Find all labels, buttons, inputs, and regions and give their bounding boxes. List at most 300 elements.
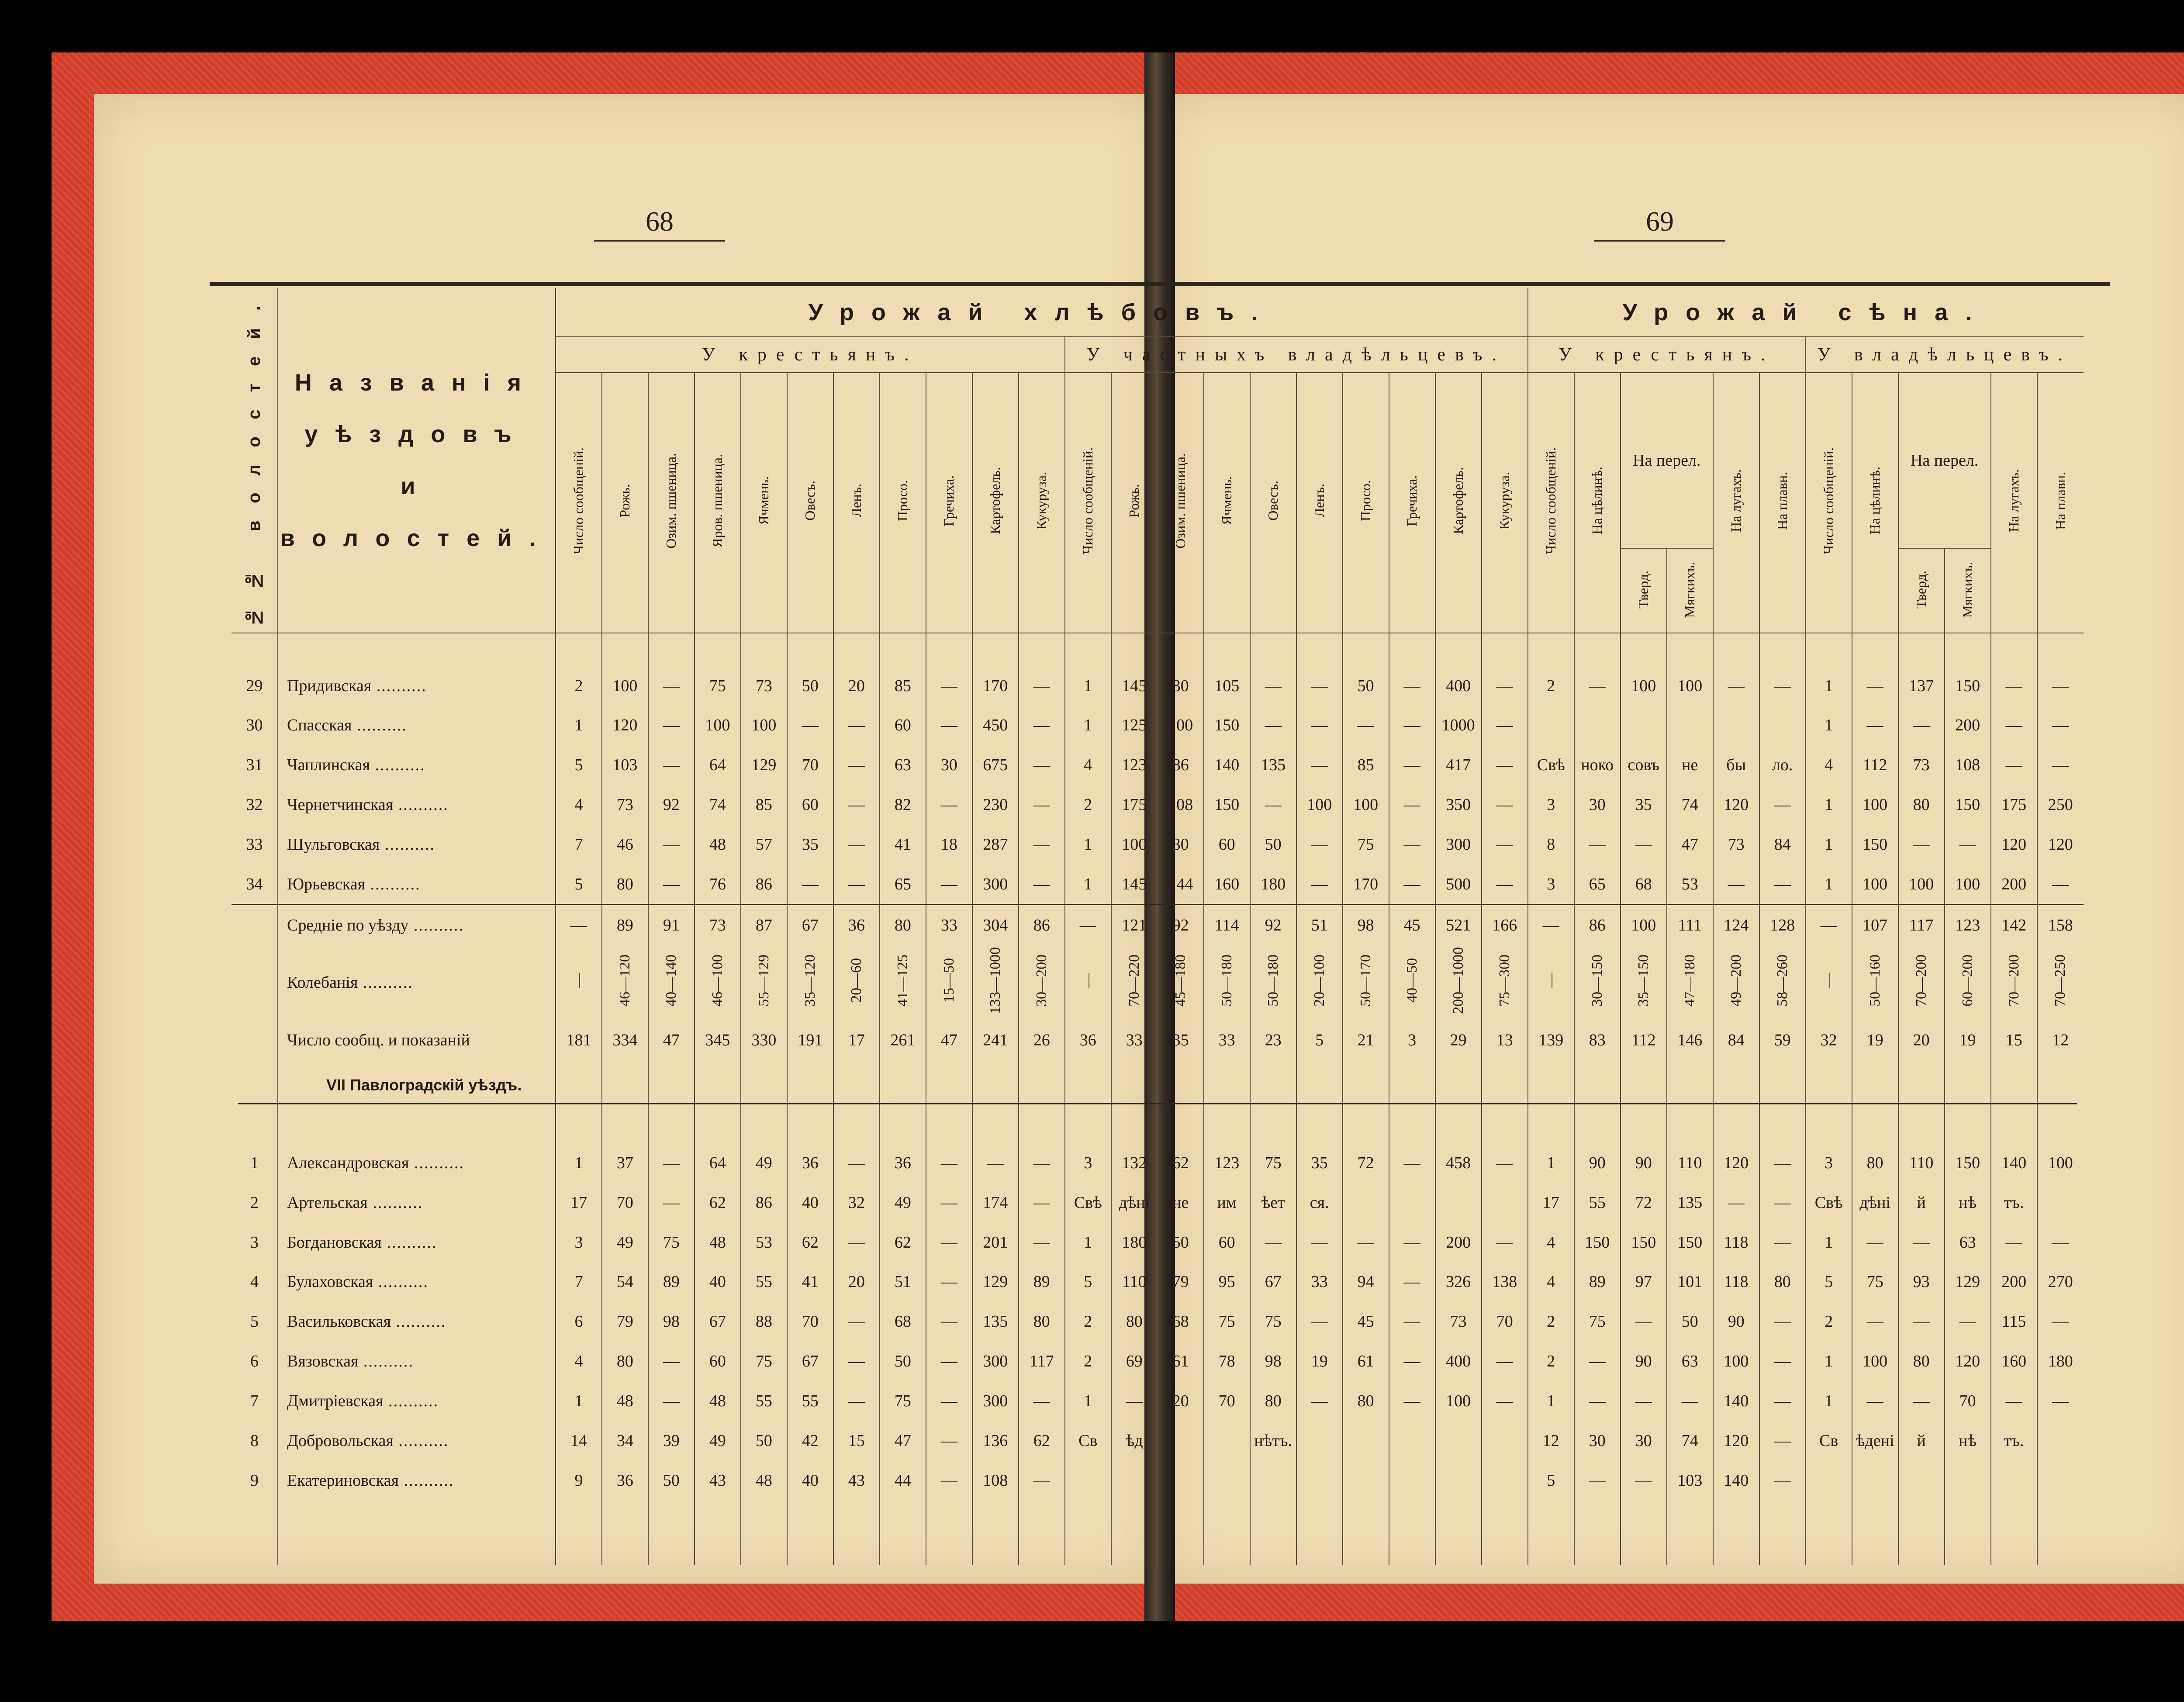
table-cell: 70 xyxy=(1204,1381,1250,1421)
table-cell: — xyxy=(833,785,880,825)
table-cell: 75 xyxy=(1574,1302,1621,1342)
table-cell: 63 xyxy=(880,745,926,785)
table-row xyxy=(232,1143,2084,1183)
table-cell: 145 xyxy=(1111,864,1158,904)
table-cell: 85 xyxy=(741,785,787,825)
table-cell: 32 xyxy=(833,1183,880,1222)
volost-name: Юрьевская .......... xyxy=(278,864,556,904)
row-number: 2 xyxy=(250,1193,259,1212)
range-value: 50—180 xyxy=(1218,954,1235,1007)
table-cell: 89 xyxy=(1574,1262,1621,1302)
table-cell: 90 xyxy=(1713,1302,1759,1342)
table-cell: 62 xyxy=(1158,1143,1204,1183)
row-number: 8 xyxy=(250,1431,259,1450)
table-cell: — xyxy=(1019,666,1065,706)
table-cell: — xyxy=(2037,706,2084,745)
col-og-barley: Ячмень. xyxy=(1204,373,1250,633)
peasants-grain-header: У крестьянъ. xyxy=(556,337,1065,373)
table-cell xyxy=(880,945,926,1020)
table-cell: — xyxy=(1389,1342,1435,1381)
table-cell: ѣет xyxy=(1250,1183,1296,1222)
table-cell: — xyxy=(1898,1381,1945,1421)
table-cell: 174 xyxy=(972,1183,1019,1222)
table-cell: 100 xyxy=(1852,1342,1898,1381)
col-og-oats: Овесъ. xyxy=(1250,373,1296,633)
table-cell xyxy=(1806,945,1852,1020)
volost-name: Артельская .......... xyxy=(278,1183,556,1222)
table-cell: 80 xyxy=(1019,1302,1065,1342)
table-cell: 80 xyxy=(602,864,648,904)
table-cell: — xyxy=(1389,745,1435,785)
table-cell: 160 xyxy=(1991,1342,2037,1381)
table-cell: 72 xyxy=(1621,1183,1667,1222)
table-cell: 70 xyxy=(787,1302,833,1342)
col-og-millet: Просо. xyxy=(1343,373,1389,633)
table-cell: 86 xyxy=(741,864,787,904)
table-cell xyxy=(1296,1460,1343,1500)
table-cell: 123 xyxy=(1111,745,1158,785)
table-cell: 91 xyxy=(648,905,695,945)
table-cell: 47 xyxy=(926,1020,972,1060)
table-cell: 118 xyxy=(1713,1262,1759,1302)
table-cell: — xyxy=(833,1342,880,1381)
table-cell: 20 xyxy=(833,1262,880,1302)
table-cell: 17 xyxy=(556,1183,602,1222)
table-cell: 29 xyxy=(1435,1020,1482,1060)
table-cell: 142 xyxy=(1991,905,2037,945)
range-value: 49—200 xyxy=(1728,954,1744,1007)
table-cell xyxy=(1482,1421,1528,1460)
col-og-potato: Картофель. xyxy=(1435,373,1482,633)
table-cell: 60 xyxy=(1204,825,1250,865)
table-cell: 80 xyxy=(1759,1262,1806,1302)
table-cell: — xyxy=(1759,1460,1806,1500)
table-cell: — xyxy=(1991,1381,2037,1421)
table-cell: — xyxy=(556,905,602,945)
table-cell xyxy=(1389,945,1435,1020)
table-cell: — xyxy=(926,1143,972,1183)
table-cell: 67 xyxy=(787,1342,833,1381)
col-og-corn: Кукуруза. xyxy=(1482,373,1528,633)
table-cell: 170 xyxy=(1343,864,1389,904)
table-cell: 304 xyxy=(972,905,1019,945)
row-label: Чаплинская xyxy=(287,756,370,775)
section-rule xyxy=(238,1103,2077,1104)
table-cell: 118 xyxy=(1713,1222,1759,1262)
col-pg-winter-wheat: Озим. пшеница. xyxy=(648,373,695,633)
table-cell: 150 xyxy=(1667,1222,1713,1262)
table-cell: 181 xyxy=(556,1020,602,1060)
range-value: — xyxy=(1542,973,1559,988)
row-label: Богдановская xyxy=(287,1233,382,1252)
table-cell: — xyxy=(1621,1460,1667,1500)
table-cell: 117 xyxy=(1019,1342,1065,1381)
table-cell: 4 xyxy=(1806,745,1852,785)
table-cell xyxy=(1389,1460,1435,1500)
table-cell: 15 xyxy=(1991,1020,2037,1060)
range-value: 45—180 xyxy=(1172,954,1189,1007)
table-cell: 100 xyxy=(1435,1381,1482,1421)
table-cell: 36 xyxy=(602,1460,648,1500)
table-cell: 94 xyxy=(1343,1262,1389,1302)
table-cell: — xyxy=(1898,1222,1945,1262)
row-label: Булаховская xyxy=(287,1273,373,1291)
table-cell: 98 xyxy=(1343,905,1389,945)
table-row xyxy=(232,785,2084,825)
table-cell: 8 xyxy=(1528,825,1574,865)
table-cell: — xyxy=(648,706,695,745)
hay-harvest-title: Урожай сѣна. xyxy=(1528,288,2084,337)
table-cell: — xyxy=(926,1342,972,1381)
table-cell: 7 xyxy=(556,1262,602,1302)
table-cell: — xyxy=(1621,1381,1667,1421)
table-cell: 63 xyxy=(1667,1342,1713,1381)
table-cell: 79 xyxy=(1158,1262,1204,1302)
table-cell: 123 xyxy=(1204,1143,1250,1183)
volost-name: Добровольская .......... xyxy=(278,1421,556,1460)
table-cell: 110 xyxy=(1111,1262,1158,1302)
table-cell: нѣ xyxy=(1945,1421,1991,1460)
table-cell: — xyxy=(926,1460,972,1500)
table-cell: — xyxy=(1250,666,1296,706)
table-cell xyxy=(1343,1183,1389,1222)
table-cell: — xyxy=(1296,745,1343,785)
table-cell: 300 xyxy=(972,864,1019,904)
col-header-number: №№ волостей. xyxy=(232,288,278,633)
table-cell: — xyxy=(648,1342,695,1381)
table-cell: 150 xyxy=(1852,825,1898,865)
table-cell: 100 xyxy=(2037,1143,2084,1183)
table-cell: 70 xyxy=(1945,1381,1991,1421)
table-cell: 30 xyxy=(926,745,972,785)
table-cell: им xyxy=(1204,1183,1250,1222)
table-cell: — xyxy=(1296,825,1343,865)
range-value: 20—100 xyxy=(1311,954,1327,1007)
row-number: 4 xyxy=(250,1273,259,1291)
range-value: 47—180 xyxy=(1681,954,1698,1007)
col-pg-reports: Число сообщеній. xyxy=(556,373,602,633)
table-cell: 150 xyxy=(1945,785,1991,825)
table-cell: — xyxy=(1759,666,1806,706)
table-cell: 180 xyxy=(2037,1342,2084,1381)
table-cell: 79 xyxy=(602,1302,648,1342)
table-cell xyxy=(1204,945,1250,1020)
table-cell: — xyxy=(2037,666,2084,706)
table-cell: — xyxy=(1806,905,1852,945)
table-cell: 64 xyxy=(695,1143,741,1183)
table-cell: 86 xyxy=(1019,905,1065,945)
table-cell: 49 xyxy=(602,1222,648,1262)
table-cell: — xyxy=(1574,1460,1621,1500)
range-value: 70—220 xyxy=(1126,954,1142,1007)
range-value: 50—170 xyxy=(1357,954,1374,1007)
range-value: 41—125 xyxy=(894,954,911,1007)
table-cell: — xyxy=(1759,864,1806,904)
table-cell xyxy=(1852,945,1898,1020)
table-cell: — xyxy=(1759,1421,1806,1460)
table-cell: 241 xyxy=(972,1020,1019,1060)
table-cell: — xyxy=(1991,745,2037,785)
table-row xyxy=(232,1222,2084,1262)
table-cell: 150 xyxy=(1204,706,1250,745)
table-cell: 100 xyxy=(1111,825,1158,865)
table-cell xyxy=(787,945,833,1020)
table-cell: 3 xyxy=(1806,1143,1852,1183)
table-cell: 73 xyxy=(1713,825,1759,865)
table-row xyxy=(232,1342,2084,1381)
row-label: Придивская xyxy=(287,676,372,695)
table-cell: — xyxy=(926,706,972,745)
table-cell: — xyxy=(1574,666,1621,706)
range-value: 200—1000 xyxy=(1450,947,1466,1014)
table-cell: ло. xyxy=(1759,745,1806,785)
volost-name: Придивская .......... xyxy=(278,666,556,706)
table-cell: 1 xyxy=(1065,864,1111,904)
row-label: Юрьевская xyxy=(287,875,366,893)
table-row xyxy=(232,1460,2084,1500)
table-cell: 90 xyxy=(1574,1143,1621,1183)
count-row xyxy=(232,1020,2084,1060)
table-cell: — xyxy=(1019,1381,1065,1421)
table-cell: 4 xyxy=(1528,1222,1574,1262)
col-pg-spring-wheat: Яров. пшеница. xyxy=(695,373,741,633)
table-cell: 36 xyxy=(787,1143,833,1183)
table-cell: 59 xyxy=(1759,1020,1806,1060)
col-og-rye: Рожь. xyxy=(1111,373,1158,633)
table-cell xyxy=(1343,945,1389,1020)
table-cell: — xyxy=(1621,1302,1667,1342)
table-cell: 68 xyxy=(880,1302,926,1342)
table-cell: 61 xyxy=(1343,1342,1389,1381)
col-ph-reports: Число сообщеній. xyxy=(1528,373,1574,633)
table-cell xyxy=(1435,945,1482,1020)
table-cell: 105 xyxy=(1204,666,1250,706)
table-cell: 49 xyxy=(695,1421,741,1460)
table-cell: 53 xyxy=(1667,864,1713,904)
table-cell: — xyxy=(648,825,695,865)
table-cell: — xyxy=(2037,864,2084,904)
volost-name: Васильковская .......... xyxy=(278,1302,556,1342)
table-cell: 14 xyxy=(556,1421,602,1460)
col-ph-virgin: На цѣлинѣ. xyxy=(1574,373,1621,633)
table-cell xyxy=(1250,945,1296,1020)
table-cell: 51 xyxy=(880,1262,926,1302)
range-label: Колебанія .......... xyxy=(278,945,556,1020)
table-cell: 75 xyxy=(1250,1143,1296,1183)
table-cell: — xyxy=(648,1183,695,1222)
table-cell: 100 xyxy=(1343,785,1389,825)
table-cell: 20 xyxy=(1898,1020,1945,1060)
row-label: Вязовская xyxy=(287,1352,359,1371)
range-value: 35—150 xyxy=(1635,954,1652,1007)
table-cell: 26 xyxy=(1019,1020,1065,1060)
table-cell: — xyxy=(648,1381,695,1421)
table-cell xyxy=(2037,945,2084,1020)
table-cell: 1 xyxy=(556,1143,602,1183)
table-cell: 20 xyxy=(833,666,880,706)
owners-grain-header: У частныхъ владѣльцевъ. xyxy=(1065,337,1528,373)
row-number: 29 xyxy=(246,676,263,695)
table-cell xyxy=(1204,1421,1250,1460)
table-cell: 129 xyxy=(972,1262,1019,1302)
table-cell: 89 xyxy=(1019,1262,1065,1302)
table-cell: 75 xyxy=(1343,825,1389,865)
table-cell: 500 xyxy=(1435,864,1482,904)
table-cell: 70 xyxy=(1482,1302,1528,1342)
table-cell xyxy=(1435,1421,1482,1460)
table-cell: — xyxy=(926,864,972,904)
table-cell: 97 xyxy=(1621,1262,1667,1302)
range-value: 70—200 xyxy=(2005,954,2022,1007)
table-cell: 100 xyxy=(1852,785,1898,825)
table-cell xyxy=(695,945,741,1020)
table-cell: 136 xyxy=(972,1421,1019,1460)
range-value: 40—140 xyxy=(663,954,679,1007)
table-cell: ѣд xyxy=(1111,1421,1158,1460)
table-cell: 50 xyxy=(741,1421,787,1460)
row-number xyxy=(232,1020,278,1060)
table-cell: — xyxy=(1250,1222,1296,1262)
table-cell xyxy=(1898,945,1945,1020)
table-cell: 330 xyxy=(741,1020,787,1060)
table-cell: 80 xyxy=(1852,1143,1898,1183)
table-cell xyxy=(1759,945,1806,1020)
table-cell: ѣдені xyxy=(1852,1421,1898,1460)
table-cell: — xyxy=(926,785,972,825)
table-cell: 132 xyxy=(1111,1143,1158,1183)
table-cell xyxy=(1389,1421,1435,1460)
table-cell: 63 xyxy=(1945,1222,1991,1262)
table-cell: 128 xyxy=(1759,905,1806,945)
row-label: Александровская xyxy=(287,1153,409,1172)
table-cell: 124 xyxy=(1713,905,1759,945)
table-cell: 60 xyxy=(880,706,926,745)
table-cell: 17 xyxy=(1528,1183,1574,1222)
table-cell: — xyxy=(1574,825,1621,865)
table-cell: 3 xyxy=(1528,864,1574,904)
table-cell: — xyxy=(1019,1460,1065,1500)
table-cell: 75 xyxy=(695,666,741,706)
table-cell: 54 xyxy=(602,1262,648,1302)
table-cell: — xyxy=(1759,1342,1806,1381)
table-cell: 50 xyxy=(1667,1302,1713,1342)
table-cell: 3 xyxy=(1065,1143,1111,1183)
table-body xyxy=(232,633,2084,1565)
table-cell: 150 xyxy=(1945,666,1991,706)
table-cell: 30 xyxy=(1574,785,1621,825)
table-cell: совъ xyxy=(1621,745,1667,785)
table-cell: 1000 xyxy=(1435,706,1482,745)
table-cell: — xyxy=(1389,864,1435,904)
table-cell xyxy=(1713,945,1759,1020)
table-cell: 1 xyxy=(1065,825,1111,865)
row-label: Колебанія xyxy=(287,973,358,992)
table-cell: 50 xyxy=(880,1342,926,1381)
table-cell: — xyxy=(1482,864,1528,904)
table-cell: — xyxy=(1296,706,1343,745)
table-cell: 450 xyxy=(972,706,1019,745)
table-cell: 86 xyxy=(741,1183,787,1222)
table-cell: — xyxy=(2037,745,2084,785)
table-cell: — xyxy=(1482,745,1528,785)
col-og-wheat: Озим. пшеница. xyxy=(1158,373,1204,633)
table-cell: 1 xyxy=(1528,1381,1574,1421)
table-cell xyxy=(1621,706,1667,745)
table-cell: — xyxy=(1667,1381,1713,1421)
table-cell: 82 xyxy=(880,785,926,825)
table-cell: 4 xyxy=(556,1342,602,1381)
table-cell: 62 xyxy=(880,1222,926,1262)
table-cell: 30 xyxy=(1158,825,1204,865)
table-cell: — xyxy=(2037,1381,2084,1421)
table-cell: 53 xyxy=(741,1222,787,1262)
col-ph-soft: Мягкихъ. xyxy=(1667,548,1713,633)
table-cell: 73 xyxy=(1898,745,1945,785)
table-cell: 3 xyxy=(556,1222,602,1262)
table-cell: 1 xyxy=(1806,864,1852,904)
table-row xyxy=(232,1183,2084,1222)
table-cell: 49 xyxy=(741,1143,787,1183)
volost-name: Дмитріевская .......... xyxy=(278,1381,556,1421)
table-cell: 30 xyxy=(1574,1421,1621,1460)
table-cell: — xyxy=(1945,1302,1991,1342)
table-cell: — xyxy=(1482,1381,1528,1421)
table-cell: 166 xyxy=(1482,905,1528,945)
row-number: 31 xyxy=(246,756,263,775)
table-cell: 80 xyxy=(880,905,926,945)
table-cell: 92 xyxy=(648,785,695,825)
table-cell: — xyxy=(833,706,880,745)
table-cell: тъ. xyxy=(1991,1183,2037,1222)
table-cell: 40 xyxy=(787,1460,833,1500)
table-cell: Св xyxy=(1065,1421,1111,1460)
col-ph-meadows: На лугахъ. xyxy=(1713,373,1759,633)
table-cell: ся. xyxy=(1296,1183,1343,1222)
table-cell: — xyxy=(1482,1222,1528,1262)
table-cell: 51 xyxy=(1296,905,1343,945)
table-cell: 75 xyxy=(1250,1302,1296,1342)
table-cell: 50 xyxy=(1158,1222,1204,1262)
table-cell: 80 xyxy=(602,1342,648,1381)
table-cell: 135 xyxy=(972,1302,1019,1342)
grain-harvest-title: Урожай хлѣбовъ. xyxy=(556,288,1528,337)
table-cell: 158 xyxy=(2037,905,2084,945)
table-cell: 1 xyxy=(556,706,602,745)
table-cell: — xyxy=(972,1143,1019,1183)
table-cell: 55 xyxy=(1574,1183,1621,1222)
table-cell: 48 xyxy=(695,825,741,865)
range-value: 70—200 xyxy=(1913,954,1929,1007)
harvest-table xyxy=(232,288,2084,1565)
table-cell: — xyxy=(926,1222,972,1262)
table-cell: 67 xyxy=(787,905,833,945)
table-cell: 3 xyxy=(1389,1020,1435,1060)
table-cell: 36 xyxy=(1065,1020,1111,1060)
volost-name: Богдановская .......... xyxy=(278,1222,556,1262)
table-cell: 89 xyxy=(648,1262,695,1302)
page-number-left: 68 xyxy=(594,205,725,242)
table-cell: — xyxy=(1250,706,1296,745)
table-cell: — xyxy=(1759,1381,1806,1421)
col-oh-soft: Мягкихъ. xyxy=(1945,548,1991,633)
col-og-reports: Число сообщеній. xyxy=(1065,373,1111,633)
table-cell: — xyxy=(1019,785,1065,825)
range-value: 30—200 xyxy=(1033,954,1050,1007)
table-cell: й xyxy=(1898,1421,1945,1460)
table-cell: 55 xyxy=(741,1381,787,1421)
col-oh-reports: Число сообщеній. xyxy=(1806,373,1852,633)
table-cell xyxy=(1667,706,1713,745)
